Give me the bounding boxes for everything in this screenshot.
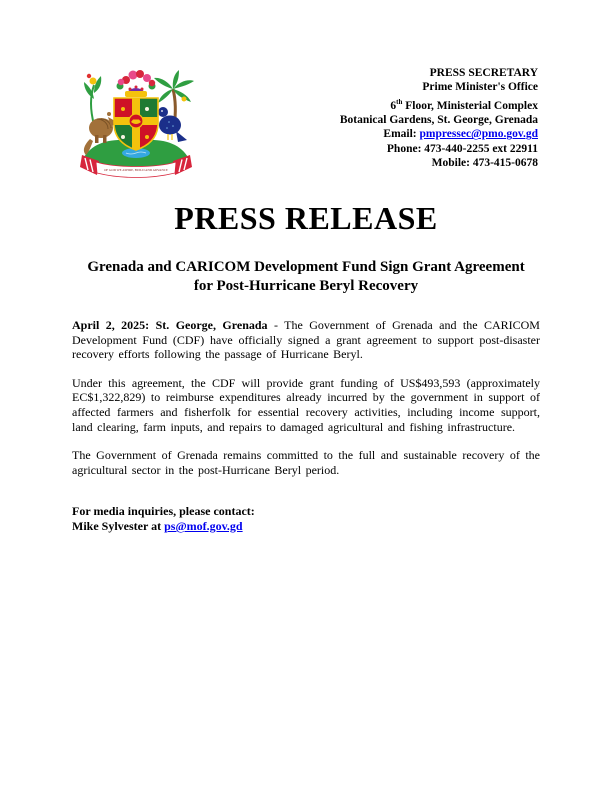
contact-email-line	[340, 127, 538, 141]
mobile-label: Mobile:	[431, 157, 473, 170]
media-contact-block	[72, 504, 540, 533]
grenada-coat-of-arms	[76, 64, 196, 182]
media-contact-name: Mike Sylvester at	[72, 518, 165, 533]
press-secretary-contact-block	[340, 66, 538, 171]
media-contact-line	[72, 519, 540, 534]
mobile-number: 473-415-0678	[472, 157, 538, 170]
press-release-title: PRESS RELEASE	[174, 200, 438, 236]
contact-phone-line	[340, 142, 538, 156]
coat-of-arms-motto: OF GOD WE ASPIRE, BUILD AND ADVANCE	[104, 168, 168, 172]
phone-number: 473-440-2255 ext 22911	[424, 142, 538, 155]
contact-floor: 6th Floor, Ministerial Complex	[390, 97, 538, 112]
press-secretary-email-link[interactable]: pmpressec@pmo.gov.gd	[419, 128, 538, 141]
subtitle-line-2: for Post-Hurricane Beryl Recovery	[193, 278, 419, 294]
contact-address: Botanical Gardens, St. George, Grenada	[339, 114, 538, 127]
phone-label: Phone:	[386, 142, 425, 155]
email-label: Email:	[383, 128, 420, 141]
contact-mobile-line	[340, 156, 538, 170]
dateline: April 2, 2025: St. George, Grenada	[72, 318, 268, 332]
paragraph-1	[72, 318, 540, 362]
contact-office: Prime Minister's Office	[422, 81, 538, 94]
paragraph-1-text: - The Government of Grenada and the CARICOM Development Fund (CDF) have officially signed a grant agreement to support post-disaster recovery efforts following the passage of Hurricane Beryl.	[72, 318, 540, 362]
document-header	[0, 0, 612, 192]
media-contact-email-link[interactable]: ps@mof.gov.gd	[164, 518, 243, 533]
paragraph-2: Under this agreement, the CDF will provide grant funding of US$493,593 (approximately EC$1,322,829) to reimburse expenditures already incurred by the government in support of affected farmers and fisherfolk for essential recovery activities, including income support, land clearing, farm inputs, and repairs to damaged agricultural and fishing infrastructure.	[72, 375, 540, 434]
press-release-subtitle	[0, 258, 612, 296]
press-release-body	[0, 318, 612, 534]
paragraph-3: The Government of Grenada remains committed to the full and sustainable recovery of the agricultural sector in the post-Hurricane Beryl period.	[72, 448, 540, 477]
media-contact-heading: For media inquiries, please contact:	[72, 504, 255, 519]
subtitle-line-1: Grenada and CARICOM Development Fund Sign Grant Agreement	[87, 259, 525, 275]
contact-dept: PRESS SECRETARY	[429, 67, 538, 79]
